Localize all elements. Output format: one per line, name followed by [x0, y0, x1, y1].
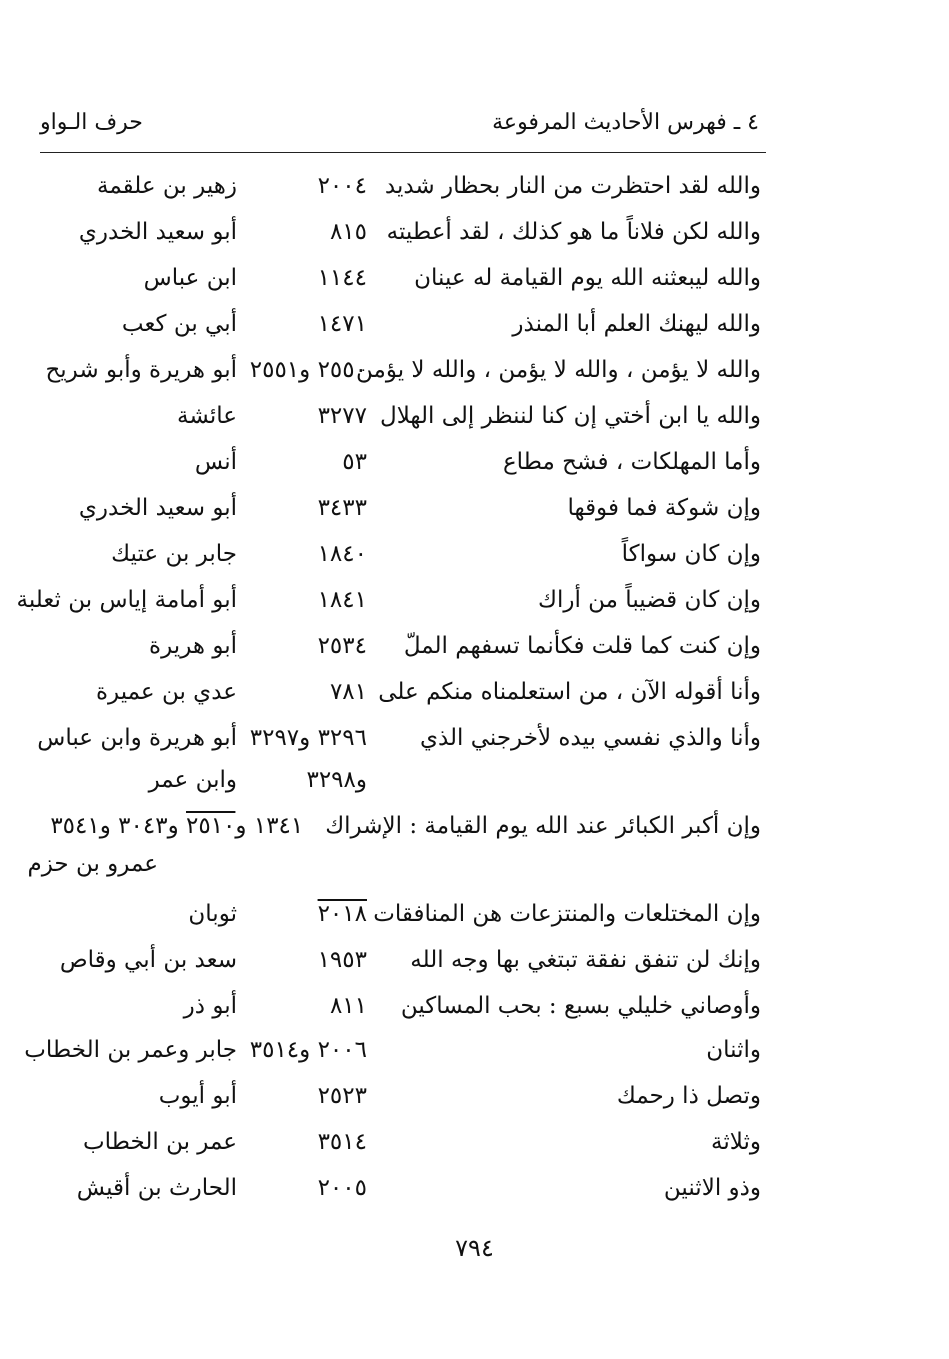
hadith-number: ٢٠٠٦ و٣٥١٤ [249, 1037, 367, 1063]
narrator: أبي بن كعب [121, 311, 237, 337]
hadith-number: ١٨٤١ [317, 587, 367, 613]
hadith-number: و٣٢٩٨ [306, 767, 367, 793]
hadith-number: ٣٢٩٦ و٣٢٩٧ [249, 725, 367, 751]
narrator: أبو هريرة وابن عباس [37, 725, 237, 751]
hadith-text: وأنا والذي نفسي بيده لأخرجني الذي [419, 725, 761, 751]
index-entry [0, 440, 949, 484]
narrator: الحارث بن أقيش [76, 1175, 237, 1201]
narrator: عائشة [177, 403, 237, 429]
hadith-text: وأما المهلكات ، فشح مطاع [502, 449, 761, 475]
hadith-number: ٢٥٢٣ [317, 1083, 367, 1109]
index-entry [0, 624, 949, 668]
narrator: وابن عمر [148, 767, 237, 793]
hadith-number: ٢٥٣٤ [317, 633, 367, 659]
hadith-number: ٨١٥ [329, 219, 367, 245]
index-entry [0, 486, 949, 530]
narrator: ثوبان [188, 901, 237, 927]
hadith-number: ٢٥٥٠ و٢٥٥١ [249, 357, 367, 383]
hadith-number: ١٩٥٣ [317, 947, 367, 973]
hadith-text: وإن المختلعات والمنتزعات هن المنافقات [373, 901, 761, 927]
hadith-text: وتصل ذا رحمك [616, 1083, 761, 1109]
index-entry [0, 670, 949, 714]
narrator: عمرو بن حزم [27, 851, 158, 877]
hadith-text: وثلاثة [711, 1129, 761, 1155]
index-entry-continuation [0, 758, 949, 802]
hadith-text: واثنان [706, 1037, 761, 1063]
narrator: جابر بن عتيك [111, 541, 237, 567]
hadith-number: ٧٨١ [329, 679, 367, 705]
hadith-number-overlined: ٢٥١٠ [186, 813, 236, 839]
narrator: عدي بن عميرة [95, 679, 237, 705]
index-entry [0, 578, 949, 622]
hadith-text: والله ليهنك العلم أبا المنذر [512, 311, 761, 337]
index-entry [0, 256, 949, 300]
narrator: أبو ذر [183, 993, 237, 1019]
narrator: أبو أمامة إياس بن ثعلبة [16, 587, 237, 613]
hadith-number: ١٤٧١ [317, 311, 367, 337]
hadith-text: وإن كان قضيباً من أراك [538, 587, 761, 613]
narrator: أبو هريرة وأبو شريح [45, 357, 237, 383]
index-entry [0, 1028, 949, 1072]
narrator: سعد بن أبي وقاص [59, 947, 237, 973]
hadith-text: وذو الاثنين [663, 1175, 761, 1201]
index-entry [0, 1166, 949, 1210]
index-entry [0, 938, 949, 982]
index-entry [0, 394, 949, 438]
hadith-number: ١٨٤٠ [317, 541, 367, 567]
hadith-number: ١١٤٤ [317, 265, 367, 291]
hadith-number: ٢٠١٨ [317, 901, 367, 927]
page-number: ٧٩٤ [455, 1234, 494, 1262]
hadith-text: والله ليبعثنه الله يوم القيامة له عينان [414, 265, 761, 291]
running-header-section: حرف الـواو [40, 110, 143, 135]
hadith-number: ٣٥١٤ [317, 1129, 367, 1155]
hadith-text: وإن أكبر الكبائر عند الله يوم القيامة : الإشراك [325, 813, 761, 839]
narrator: عمر بن الخطاب [82, 1129, 237, 1155]
hadith-number: ٨١١ [329, 993, 367, 1019]
hadith-number: ١٣٤١ و [235, 813, 304, 839]
index-entry [0, 1120, 949, 1164]
hadith-number: ٣٢٧٧ [317, 403, 367, 429]
hadith-text: وإن شوكة فما فوقها [567, 495, 761, 521]
running-header-title: ٤ ـ فهرس الأحاديث المرفوعة [492, 110, 759, 135]
index-entry [0, 164, 949, 208]
hadith-number: ٥٣ [342, 449, 367, 475]
index-entry [0, 984, 949, 1028]
index-entry [0, 348, 949, 392]
narrator: ابن عباس [143, 265, 237, 291]
narrator: أبو أيوب [158, 1083, 237, 1109]
hadith-text: وأنا أقوله الآن ، من استعلمناه منكم على [378, 679, 761, 705]
hadith-text: والله لا يؤمن ، والله لا يؤمن ، والله لا يؤمن [356, 357, 761, 383]
index-entry [0, 892, 949, 936]
hadith-text: وإنك لن تنفق نفقة تبتغي بها وجه الله [410, 947, 761, 973]
hadith-number: ٢٠٠٤ [317, 173, 367, 199]
hadith-text: والله لكن فلاناً ما هو كذلك ، لقد أعطيته [386, 219, 761, 245]
hadith-number: ٣٤٣٣ [317, 495, 367, 521]
hadith-number: ٢٠٠٥ [317, 1175, 367, 1201]
hadith-text: والله يا ابن أختي إن كنا لننظر إلى الهلال [380, 403, 761, 429]
hadith-number: و٣٠٤٣ و٣٥٤١ [50, 813, 186, 839]
index-entry [0, 716, 949, 760]
index-entry [0, 1074, 949, 1118]
narrator: أنس [194, 449, 237, 475]
hadith-text: والله لقد احتظرت من النار بحظار شديد [384, 173, 761, 199]
narrator: جابر وعمر بن الخطاب [24, 1037, 237, 1063]
narrator: زهير بن علقمة [97, 173, 237, 199]
narrator: أبو هريرة [149, 633, 237, 659]
hadith-text: وأوصاني خليلي بسبع : بحب المساكين [400, 993, 761, 1019]
index-entry [0, 532, 949, 576]
hadith-text: وإن كنت كما قلت فكأنما تسفهم الملّ [403, 633, 761, 659]
index-entry [0, 302, 949, 346]
header-rule [40, 152, 766, 153]
narrator: أبو سعيد الخدري [78, 219, 237, 245]
narrator: أبو سعيد الخدري [78, 495, 237, 521]
hadith-text: وإن كان سواكاً [621, 541, 761, 567]
index-entry [0, 210, 949, 254]
